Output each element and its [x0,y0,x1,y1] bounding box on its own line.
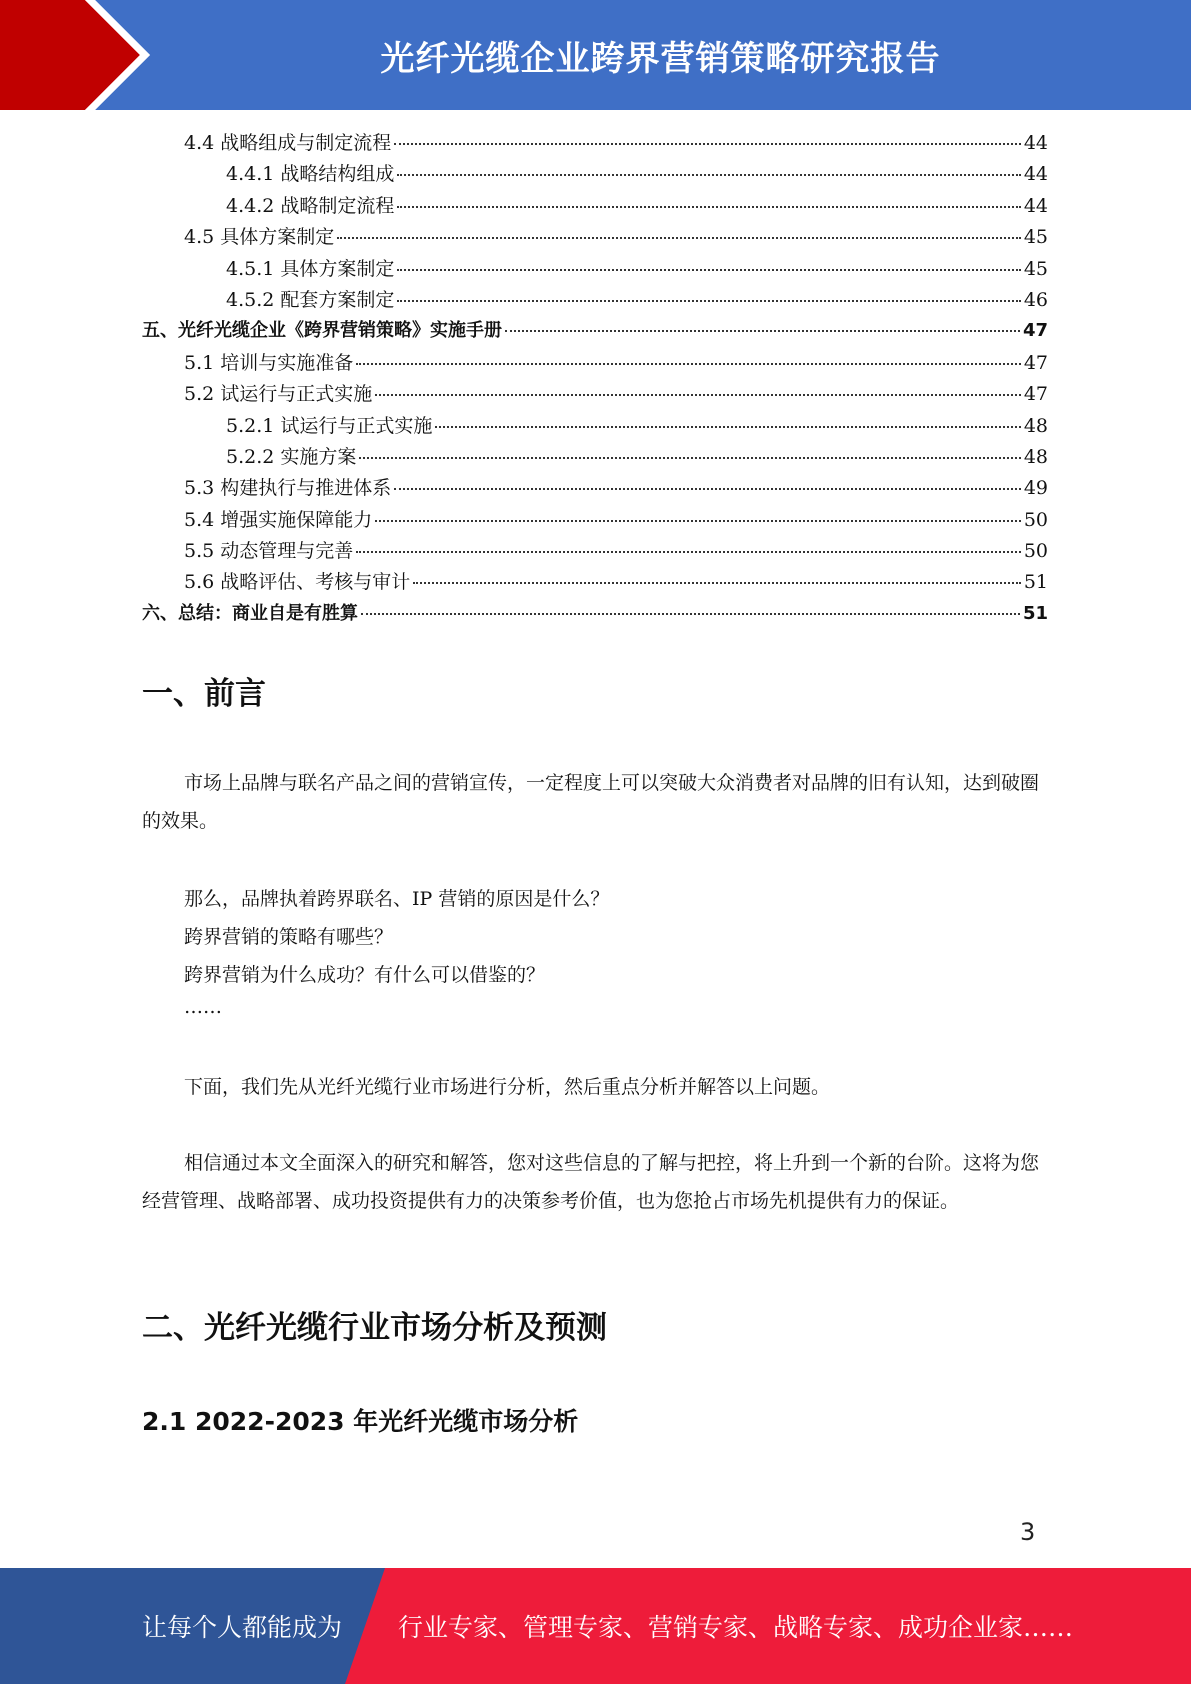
toc-entry-title: 5.2 试运行与正式实施 [184,383,373,406]
toc-entry[interactable] [142,567,1048,598]
toc-entry[interactable] [142,285,1048,316]
page-footer [0,1568,1191,1684]
footer-slogan-left: 让每个人都能成为 [142,1613,343,1642]
subsection-heading-2-1: 2.1 2022-2023 年光纤光缆市场分析 [142,1407,579,1436]
toc-entry[interactable] [142,191,1048,222]
toc-entry[interactable] [142,442,1048,473]
toc-entry-page: 51 [1023,571,1048,594]
section-heading-preface: 一、前言 [142,676,266,712]
toc-entry-page: 47 [1023,351,1048,374]
toc-entry-title: 4.5.2 配套方案制定 [226,288,395,311]
toc-leader-dots [394,143,1021,145]
toc-entry-page: 46 [1023,288,1048,311]
toc-entry[interactable] [142,222,1048,253]
report-title: 光纤光缆企业跨界营销策略研究报告 [380,38,941,79]
toc-entry-page: 44 [1023,132,1048,154]
toc-entry[interactable] [142,159,1048,190]
toc-leader-dots [397,269,1020,271]
question-line-2: 跨界营销的策略有哪些？ [184,926,394,948]
toc-entry-page: 49 [1023,477,1048,500]
toc-entry-title: 4.5 具体方案制定 [184,226,335,249]
toc-entry-page: 50 [1023,540,1048,563]
toc-entry-title: 5.2.2 实施方案 [226,445,357,468]
toc-entry[interactable] [142,411,1048,442]
toc-entry-page: 48 [1023,445,1048,468]
toc-entry-title: 5.2.1 试运行与正式实施 [226,414,433,437]
toc-entry-title: 六、总结：商业自是有胜算 [142,602,358,624]
toc-leader-dots [375,394,1021,396]
toc-entry-page: 45 [1023,226,1048,249]
toc-entry-title: 5.4 增强实施保障能力 [184,508,373,531]
toc-leader-dots [375,520,1021,522]
toc-entry-title: 4.4.2 战略制定流程 [226,194,395,217]
toc-entry-title: 5.3 构建执行与推进体系 [184,477,392,500]
preface-paragraph-2: 下面，我们先从光纤光缆行业市场进行分析，然后重点分析并解答以上问题。 [184,1076,831,1098]
footer-slogan-right: 行业专家、管理专家、营销专家、战略专家、成功企业家…… [398,1613,1074,1642]
toc-entry-title: 4.5.1 具体方案制定 [226,257,395,280]
toc-entry-page: 50 [1023,508,1048,531]
toc-entry-page: 47 [1022,320,1048,342]
toc-entry[interactable] [142,599,1048,630]
toc-entry[interactable] [142,254,1048,285]
toc-leader-dots [337,237,1021,239]
toc-leader-dots [397,174,1020,176]
toc-entry-title: 5.1 培训与实施准备 [184,351,354,374]
toc-leader-dots [397,300,1020,302]
toc-entry-page: 44 [1023,194,1048,217]
preface-paragraph-3: 相信通过本文全面深入的研究和解答，您对这些信息的了解与把控，将上升到一个新的台阶。这将为您经营管理、战略部署、成功投资提供有力的决策参考价值，也为您抢占市场先机提供有力的保证。 [142,1152,1040,1212]
question-line-1: 那么，品牌执着跨界联名、IP 营销的原因是什么？ [184,888,610,910]
toc-leader-dots [505,330,1020,332]
toc-entry-title: 5.5 动态管理与完善 [184,540,354,563]
question-line-3: 跨界营销为什么成功？有什么可以借鉴的？ [184,964,546,986]
page-number: 3 [1020,1518,1036,1546]
toc-leader-dots [356,363,1021,365]
toc-entry[interactable] [142,379,1048,410]
question-ellipsis: …… [184,996,222,1018]
section-heading-market-analysis: 二、光纤光缆行业市场分析及预测 [142,1310,607,1346]
toc-entry-page: 48 [1023,414,1048,437]
toc-entry-title: 4.4.1 战略结构组成 [226,163,395,186]
toc-entry[interactable] [142,128,1048,159]
toc-leader-dots [359,457,1020,459]
toc-leader-dots [413,582,1021,584]
toc-entry[interactable] [142,348,1048,379]
table-of-contents [142,128,1048,630]
toc-leader-dots [361,613,1020,615]
preface-paragraph-1: 市场上品牌与联名产品之间的营销宣传，一定程度上可以突破大众消费者对品牌的旧有认知，达到破圈的效果。 [142,772,1040,832]
toc-entry[interactable] [142,473,1048,504]
toc-entry-title: 五、光纤光缆企业《跨界营销策略》实施手册 [142,320,502,342]
toc-leader-dots [397,206,1020,208]
toc-leader-dots [394,488,1021,490]
toc-entry-page: 45 [1023,257,1048,280]
toc-entry-page: 51 [1022,602,1048,624]
toc-entry-page: 47 [1023,383,1048,406]
toc-leader-dots [356,551,1021,553]
toc-entry-page: 44 [1023,163,1048,186]
toc-entry-title: 4.4 战略组成与制定流程 [184,132,392,154]
toc-leader-dots [435,426,1020,428]
page-header [0,0,1191,110]
header-arrow-decoration [0,0,160,110]
toc-entry[interactable] [142,505,1048,536]
toc-entry[interactable] [142,316,1048,347]
toc-entry-title: 5.6 战略评估、考核与审计 [184,571,411,594]
toc-entry[interactable] [142,536,1048,567]
